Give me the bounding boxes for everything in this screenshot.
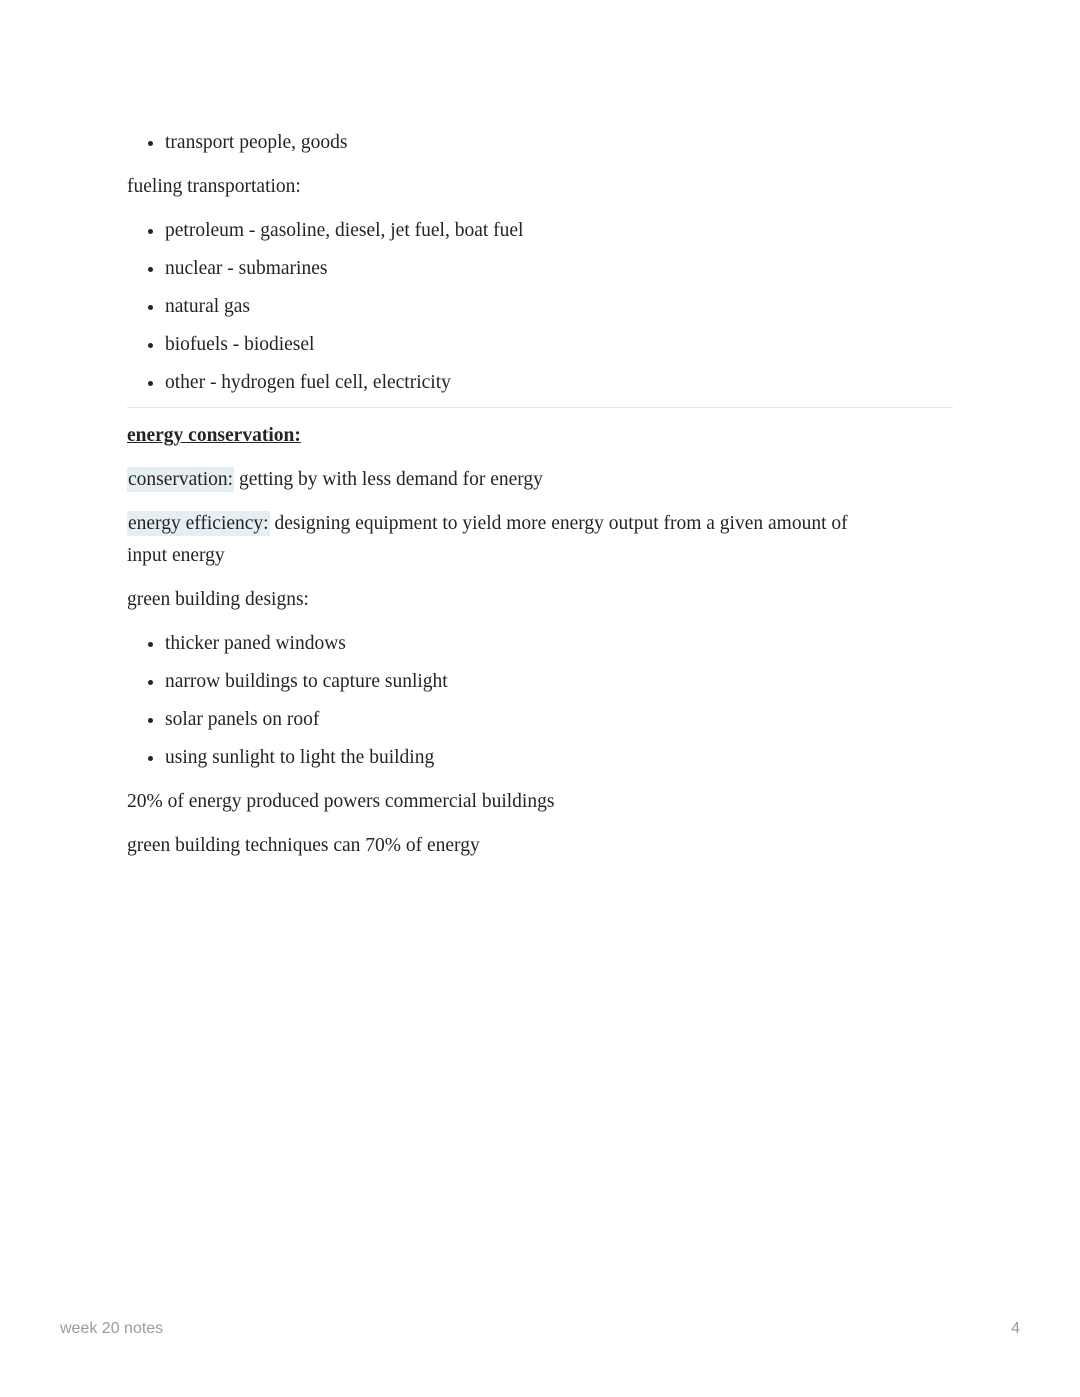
footer-document-title: week 20 notes <box>60 1320 164 1337</box>
highlighted-term: conservation: <box>128 469 234 490</box>
list-item: • other - hydrogen fuel cell, electricity <box>165 367 953 399</box>
list-item: • nuclear - submarines <box>165 253 953 285</box>
green-building-designs-list <box>127 628 953 774</box>
page-footer <box>60 1318 1020 1340</box>
definition-text: getting by with less demand for energy <box>234 469 543 490</box>
efficiency-definition <box>127 508 953 572</box>
green-building-designs-heading: green building designs: <box>127 589 309 610</box>
green-building-techniques-paragraph: green building techniques can 70% of energy <box>127 835 480 856</box>
section-heading-paragraph <box>127 420 953 452</box>
section-divider <box>127 407 953 408</box>
transport-purpose-list <box>127 127 953 159</box>
list-item: • solar panels on roof <box>165 704 953 736</box>
fueling-transportation-heading: fueling transportation: <box>127 176 301 197</box>
list-item: • narrow buildings to capture sunlight <box>165 666 953 698</box>
definition-text: designing equipment to yield more energy output from a given amount of <box>269 513 848 534</box>
highlighted-term: energy efficiency: <box>128 513 269 534</box>
list-item: • transport people, goods <box>165 127 953 159</box>
list-item: • thicker paned windows <box>165 628 953 660</box>
list-item: • petroleum - gasoline, diesel, jet fuel, boat fuel <box>165 215 953 247</box>
definition-text-line2: input energy <box>127 545 225 566</box>
list-item: • natural gas <box>165 291 953 323</box>
energy-stat-paragraph: 20% of energy produced powers commercial buildings <box>127 791 555 812</box>
list-item: • using sunlight to light the building <box>165 742 953 774</box>
energy-conservation-heading: energy conservation: <box>127 425 301 446</box>
fuel-sources-list <box>127 215 953 399</box>
notes-content <box>127 121 953 874</box>
footer-page-number: 4 <box>1011 1320 1020 1337</box>
conservation-definition <box>127 464 953 496</box>
list-item: • biofuels - biodiesel <box>165 329 953 361</box>
